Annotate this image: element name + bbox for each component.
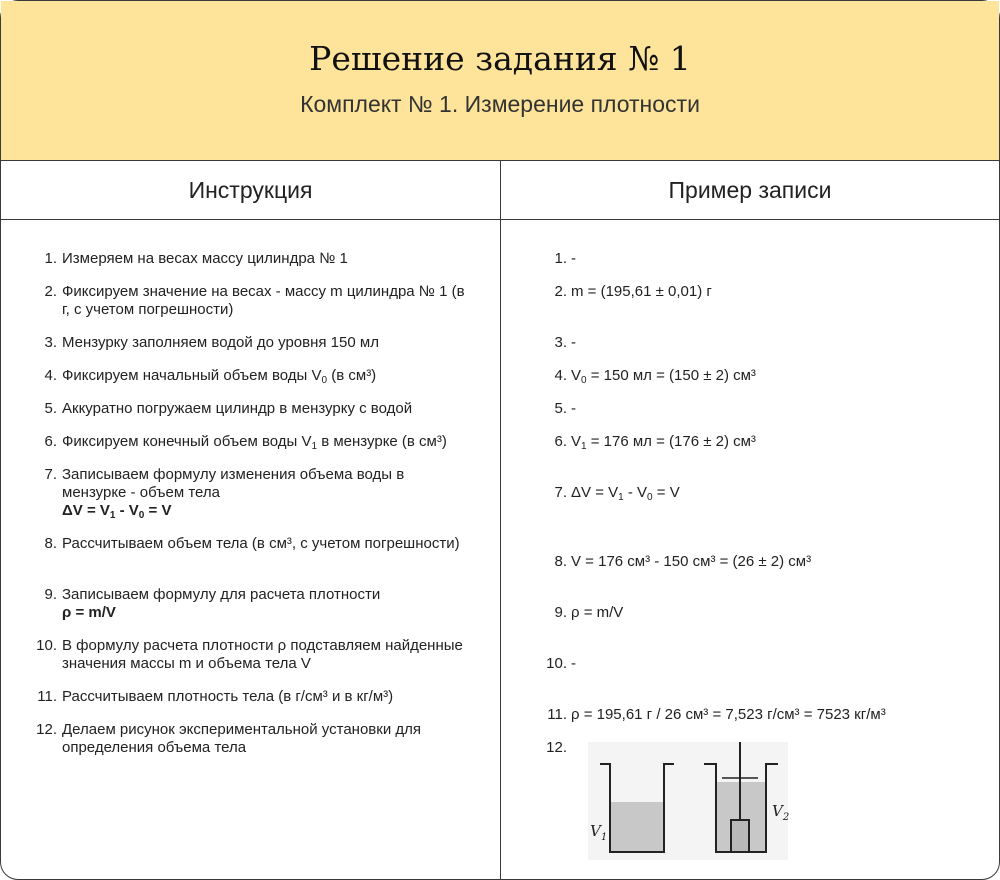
instruction-text: Аккуратно погружаем цилиндр в мензурку с водой — [62, 400, 413, 417]
instruction-text: Рассчитываем объем тела (в см³, с учетом погрешности) — [62, 535, 460, 552]
example-number: 5. — [554, 400, 567, 417]
instruction-number: 4. — [44, 367, 57, 384]
example-text: ρ = m/V — [571, 604, 624, 621]
instruction-text: Фиксируем конечный объем воды $V_1$ в мензурке (в см³) — [62, 433, 447, 452]
example-text: - — [571, 400, 576, 417]
example-text: V = 176 см³ - 150 см³ = (26 ± 2) см³ — [571, 553, 812, 570]
example-number: 8. — [554, 553, 567, 570]
instruction-number: 3. — [44, 334, 57, 351]
cylinder — [731, 820, 749, 852]
instruction-text: Фиксируем значение на весах - массу m цилиндра № 1 (в г, с учетом погрешности) — [62, 283, 465, 318]
instruction-number: 8. — [44, 535, 57, 552]
instruction-text: Измеряем на весах массу цилиндра № 1 — [62, 250, 348, 267]
example-number: 2. — [554, 283, 567, 300]
example-number: 11. — [547, 706, 567, 723]
instruction-text: Делаем рисунок экспериментальной установки для определения объема тела — [62, 721, 421, 756]
example-number: 4. — [554, 367, 567, 384]
instruction-text: Мензурку заполняем водой до уровня 150 мл — [62, 334, 379, 351]
page-title: Решение задания № 1 — [309, 39, 691, 78]
instruction-text: Записываем формулу изменения объема воды в мензурке - объем тела $\Delta V = V_1 - V_0 = V$ — [62, 466, 405, 521]
example-number: 3. — [554, 334, 567, 351]
column-divider — [500, 160, 501, 879]
column-header-instruction: Инструкция — [188, 177, 313, 203]
example-text: $V_0 = 150$ мл = (150 ± 2) см³ — [571, 367, 756, 386]
example-number: 10. — [546, 655, 567, 672]
example-text: $\Delta V = V_1 - V_0 = V$ — [571, 484, 680, 503]
instruction-number: 12. — [36, 721, 57, 738]
instruction-number: 7. — [44, 466, 57, 483]
formula-density: ρ = m/V — [62, 604, 116, 621]
instruction-number: 1. — [44, 250, 57, 267]
example-text: m = (195,61 ± 0,01) г — [571, 283, 712, 300]
label-v1: $V_1$ — [590, 822, 608, 843]
instruction-text: Записываем формулу для расчета плотности ρ = m/V — [62, 586, 381, 621]
example-number: 12. — [546, 739, 567, 756]
instruction-number: 9. — [44, 586, 57, 603]
example-text: $V_1 = 176$ мл = (176 ± 2) см³ — [571, 433, 756, 452]
instruction-number: 11. — [37, 688, 57, 705]
example-number: 1. — [554, 250, 567, 267]
formula-volume-change: $\Delta V = V_1 - V_0 = V$ — [62, 502, 172, 521]
example-number: 7. — [554, 484, 567, 501]
example-number: 9. — [554, 604, 567, 621]
instruction-number: 2. — [44, 283, 57, 300]
column-header-example: Пример записи — [668, 177, 832, 203]
instruction-text: Фиксируем начальный объем воды $V_0$ (в см³) — [62, 367, 377, 386]
example-text: - — [571, 250, 576, 267]
header — [1, 1, 999, 161]
water-level-1 — [610, 802, 664, 852]
label-v2: $V_2$ — [772, 802, 790, 823]
example-text: - — [571, 655, 576, 672]
instruction-number: 10. — [36, 637, 57, 654]
instruction-text: Рассчитываем плотность тела (в г/см³ и в кг/м³) — [62, 688, 394, 705]
instruction-text: В формулу расчета плотности ρ подставляем найденные значения массы m и объема тела V — [62, 637, 463, 672]
example-number: 6. — [554, 433, 567, 450]
instruction-number: 5. — [44, 400, 57, 417]
example-text: - — [571, 334, 576, 351]
instruction-number: 6. — [44, 433, 57, 450]
page-subtitle: Комплект № 1. Измерение плотности — [300, 91, 700, 117]
setup-figure — [588, 742, 788, 860]
example-text: ρ = 195,61 г / 26 см³ = 7,523 г/см³ = 7523 кг/м³ — [571, 706, 886, 723]
